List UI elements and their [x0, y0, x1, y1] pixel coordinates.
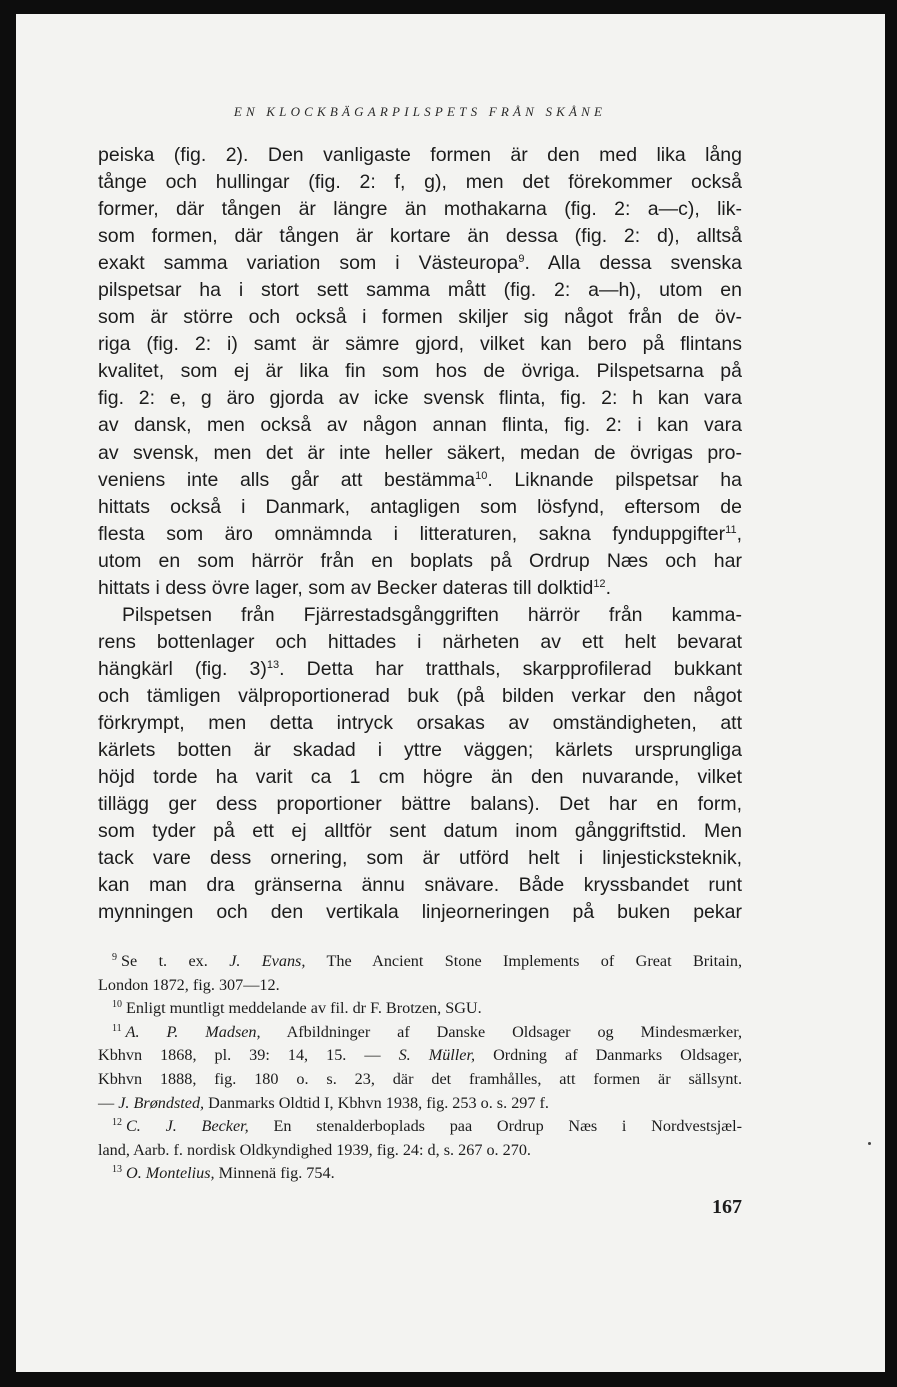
text-line: Pilspetsen från Fjärrestadsgånggriften härrör från kamma- [122, 603, 742, 626]
footnote-11-cont: Kbhvn 1868, pl. 39: 14, 15. — S. Müller, Ordning af Danmarks Oldsager, [98, 1046, 742, 1065]
text-line: kärlets botten är skadad i yttre väggen; kärlets ursprungliga [98, 739, 742, 762]
text-line: höjd torde ha varit ca 1 cm högre än den nuvarande, vilket [98, 766, 742, 789]
text-line: pilspetsar ha i stort sett samma mått (fig. 2: a—h), utom en [98, 279, 742, 302]
text-line: veniens inte alls går att bestämma$^{10}$. Liknande pilspetsar ha [98, 468, 742, 491]
text-line: tånge och hullingar (fig. 2: f, g), men det förekommer också [98, 171, 742, 194]
footnote-ref: 13 [266, 658, 280, 671]
text-line: av dansk, men också av någon annan flinta, fig. 2: i kan vara [98, 414, 742, 437]
footnote-ref: 12 [593, 577, 606, 590]
book-page [16, 14, 885, 1372]
footnote-11: $^{11}$ A. P. Madsen, Afbildninger af Danske Oldsager og Mindesmærker, [112, 1022, 742, 1041]
footnote-11-cont: — J. Brøndsted, Danmarks Oldtid I, Kbhvn 1938, fig. 253 o. s. 297 f. [98, 1093, 549, 1112]
text-line: tillägg ger dess proportioner bättre balans). Det har en form, [98, 793, 742, 816]
body-text [98, 142, 742, 926]
text-line: tack vare dess ornering, som är utförd helt i linjesticksteknik, [98, 847, 742, 870]
footnote-10: $^{10}$ Enligt muntligt meddelande av fil. dr F. Brotzen, SGU. [112, 999, 482, 1018]
footnote-9-cont: London 1872, fig. 307—12. [98, 975, 280, 994]
footnote-ref: 11 [725, 523, 737, 536]
footnote-9: $^9$ Se t. ex. J. Evans, The Ancient Stone Implements of Great Britain, [112, 952, 742, 970]
page-number: 167 [712, 1196, 742, 1218]
text-line: som formen, där tången är kortare än dessa (fig. 2: d), alltså [98, 225, 742, 248]
text-line: rens bottenlager och hittades i närheten av ett helt bevarat [98, 630, 742, 653]
text-line: former, där tången är längre än mothakarna (fig. 2: a—c), lik- [98, 198, 742, 221]
text-line: peiska (fig. 2). Den vanligaste formen är den med lika lång [98, 144, 742, 166]
text-line: hittats också i Danmark, antagligen som lösfynd, eftersom de [98, 495, 742, 518]
text-line: kvalitet, som ej är lika fin som hos de övriga. Pilspetsarna på [98, 360, 742, 383]
text-line: mynningen och den vertikala linjeorneringen på buken pekar [98, 901, 742, 924]
footnote-ref: 10 [475, 469, 488, 482]
text-line: utom en som härrör från en boplats på Ordrup Næs och har [98, 549, 742, 572]
text-line: av svensk, men det är inte heller säkert, medan de övrigas pro- [98, 441, 742, 464]
footnote-12: $^{12}$ C. J. Becker, En stenalderboplads paa Ordrup Næs i Nordvestsjæl- [112, 1117, 742, 1136]
footnotes [98, 950, 742, 1186]
text-line: riga (fig. 2: i) samt är sämre gjord, vilket kan bero på flintans [98, 333, 742, 356]
print-speck [868, 1142, 871, 1145]
paragraph-1 [98, 142, 742, 602]
text-line: flesta som äro omnämnda i litteraturen, sakna fynduppgifter$^{11}$, [98, 522, 742, 545]
text-line: fig. 2: e, g äro gjorda av icke svensk flinta, fig. 2: h kan vara [98, 387, 742, 410]
text-line: förkrympt, men detta intryck orsakas av omständigheten, att [98, 711, 742, 734]
text-line: hittats i dess övre lager, som av Becker dateras till dolktid$^{12}$. [98, 576, 611, 599]
running-head: EN KLOCKBÄGARPILSPETS FRÅN SKÅNE [233, 104, 607, 119]
text-line: kan man dra gränserna ännu snävare. Både kryssbandet runt [98, 874, 742, 897]
footnote-ref: 9 [518, 253, 525, 266]
text-line: och tämligen välproportionerad buk (på bilden verkar den något [98, 684, 742, 707]
text-line: hängkärl (fig. 3)$^{13}$. Detta har tratthals, skarpprofilerad bukkant [98, 657, 743, 680]
paragraph-2 [98, 602, 742, 927]
footnote-13: $^{13}$ O. Montelius, Minnenä fig. 754. [112, 1164, 335, 1183]
text-line: som tyder på ett ej alltför sent datum inom gånggriftstid. Men [98, 820, 742, 843]
text-line: exakt samma variation som i Västeuropa$^9$. Alla dessa svenska [98, 252, 742, 275]
footnote-12-cont: land, Aarb. f. nordisk Oldkyndighed 1939, fig. 24: d, s. 267 o. 270. [98, 1140, 531, 1159]
text-line: som är större och också i formen skiljer sig något från de öv- [98, 306, 742, 329]
footnote-11-cont: Kbhvn 1888, fig. 180 o. s. 23, där det framhålles, att formen är sällsynt. [98, 1069, 742, 1088]
